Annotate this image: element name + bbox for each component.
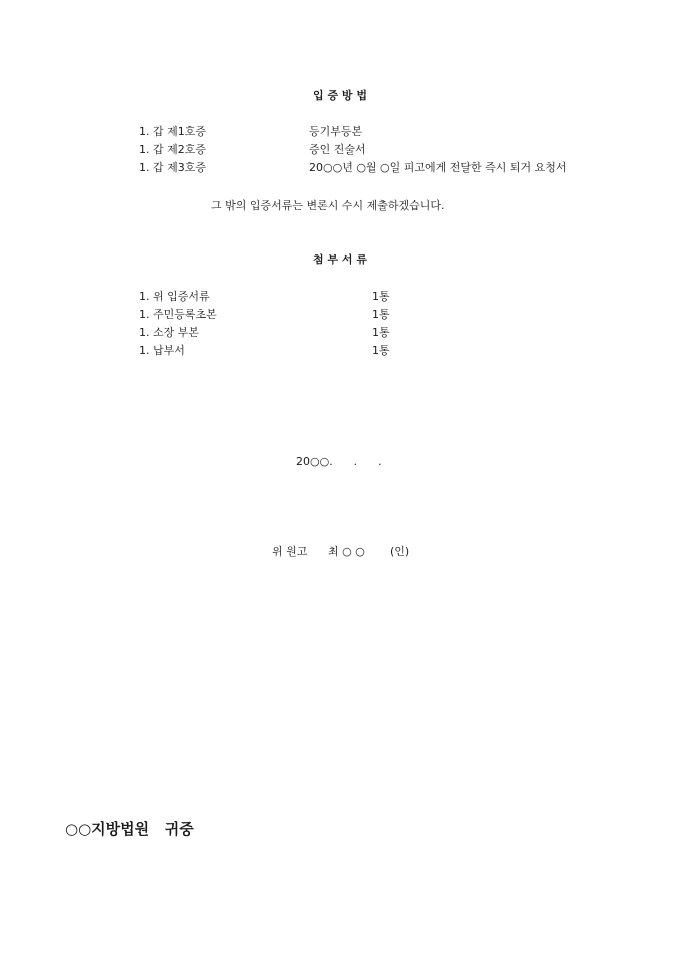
signature-role: 위 원고 [272, 545, 308, 558]
attachment-item-count: 1통 [372, 344, 390, 357]
attachment-item-label: 1. 납부서 [139, 344, 185, 357]
evidence-item-label: 1. 갑 제3호증 [139, 161, 206, 174]
attachment-item-count: 1통 [372, 290, 390, 303]
evidence-item-description: 증인 진술서 [309, 143, 366, 156]
evidence-heading: 입 증 방 법 [313, 89, 367, 102]
attachments-heading: 첨 부 서 류 [313, 253, 367, 266]
signature-seal: (인) [390, 545, 410, 558]
attachment-item-label: 1. 소장 부본 [139, 326, 199, 339]
evidence-item-description: 20○○년 ○월 ○일 피고에게 전달한 즉시 퇴거 요청서 [309, 161, 567, 174]
attachment-item-count: 1통 [372, 308, 390, 321]
attachment-item-count: 1통 [372, 326, 390, 339]
court-addressee: ○○지방법원 귀중 [65, 820, 194, 838]
attachment-item-label: 1. 위 입증서류 [139, 290, 210, 303]
evidence-item-description: 등기부등본 [309, 125, 363, 138]
filing-date: 20○○. . . [296, 455, 382, 468]
evidence-item-label: 1. 갑 제2호증 [139, 143, 206, 156]
evidence-note: 그 밖의 입증서류는 변론시 수시 제출하겠습니다. [211, 199, 445, 212]
evidence-item-label: 1. 갑 제1호증 [139, 125, 206, 138]
signature-name: 최 ○ ○ [328, 545, 365, 558]
attachment-item-label: 1. 주민등록초본 [139, 308, 217, 321]
